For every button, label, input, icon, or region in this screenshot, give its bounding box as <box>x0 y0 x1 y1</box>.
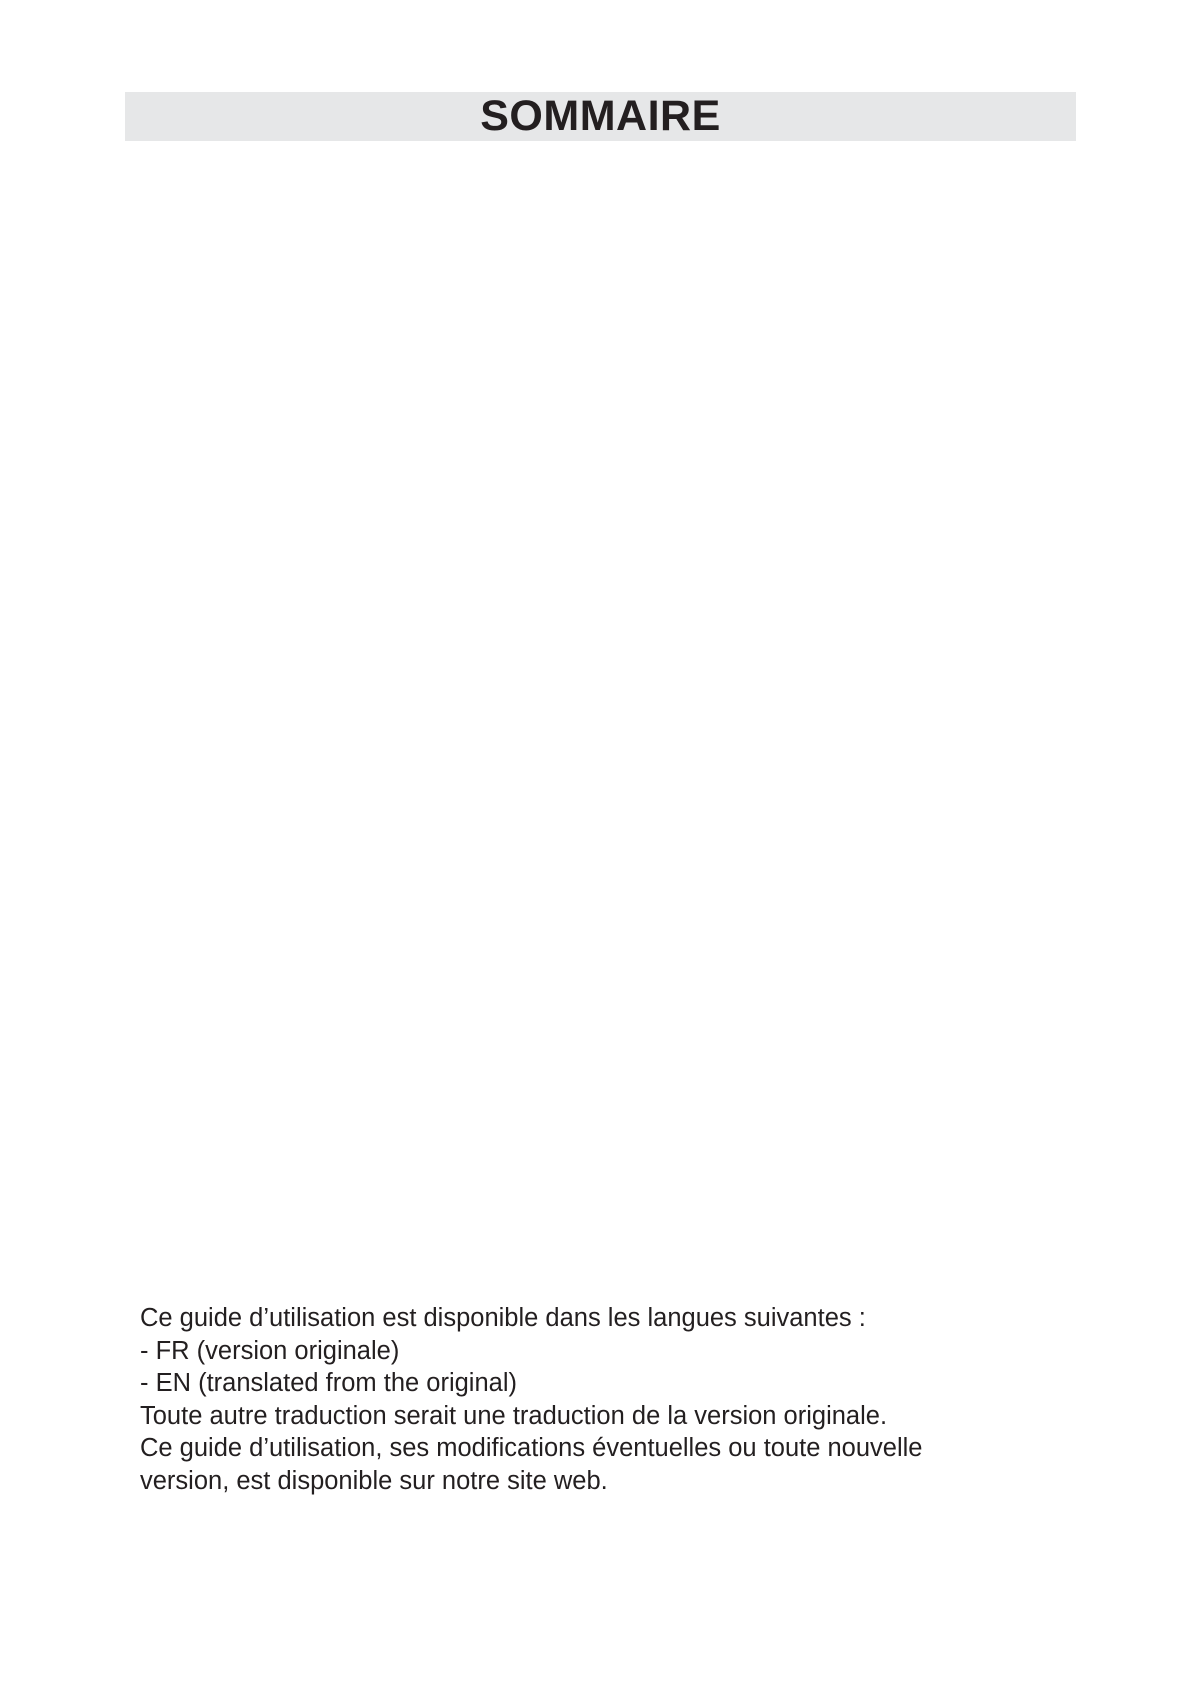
language-item-en: - EN (translated from the original) <box>140 1369 517 1397</box>
language-item-fr: - FR (version originale) <box>140 1336 400 1365</box>
website-note-line-1: Ce guide d’utilisation, ses modifications éventuelles ou toute nouvelle <box>140 1434 923 1462</box>
page-title: SOMMAIRE <box>480 92 721 140</box>
website-note-line-2: version, est disponible sur notre site web. <box>140 1466 608 1495</box>
title-bar <box>125 92 1076 141</box>
translation-note: Toute autre traduction serait une traduction de la version originale. <box>140 1401 888 1430</box>
notice-intro: Ce guide d’utilisation est disponible dans les langues suivantes : <box>140 1304 866 1332</box>
language-notice <box>140 1302 1080 1497</box>
